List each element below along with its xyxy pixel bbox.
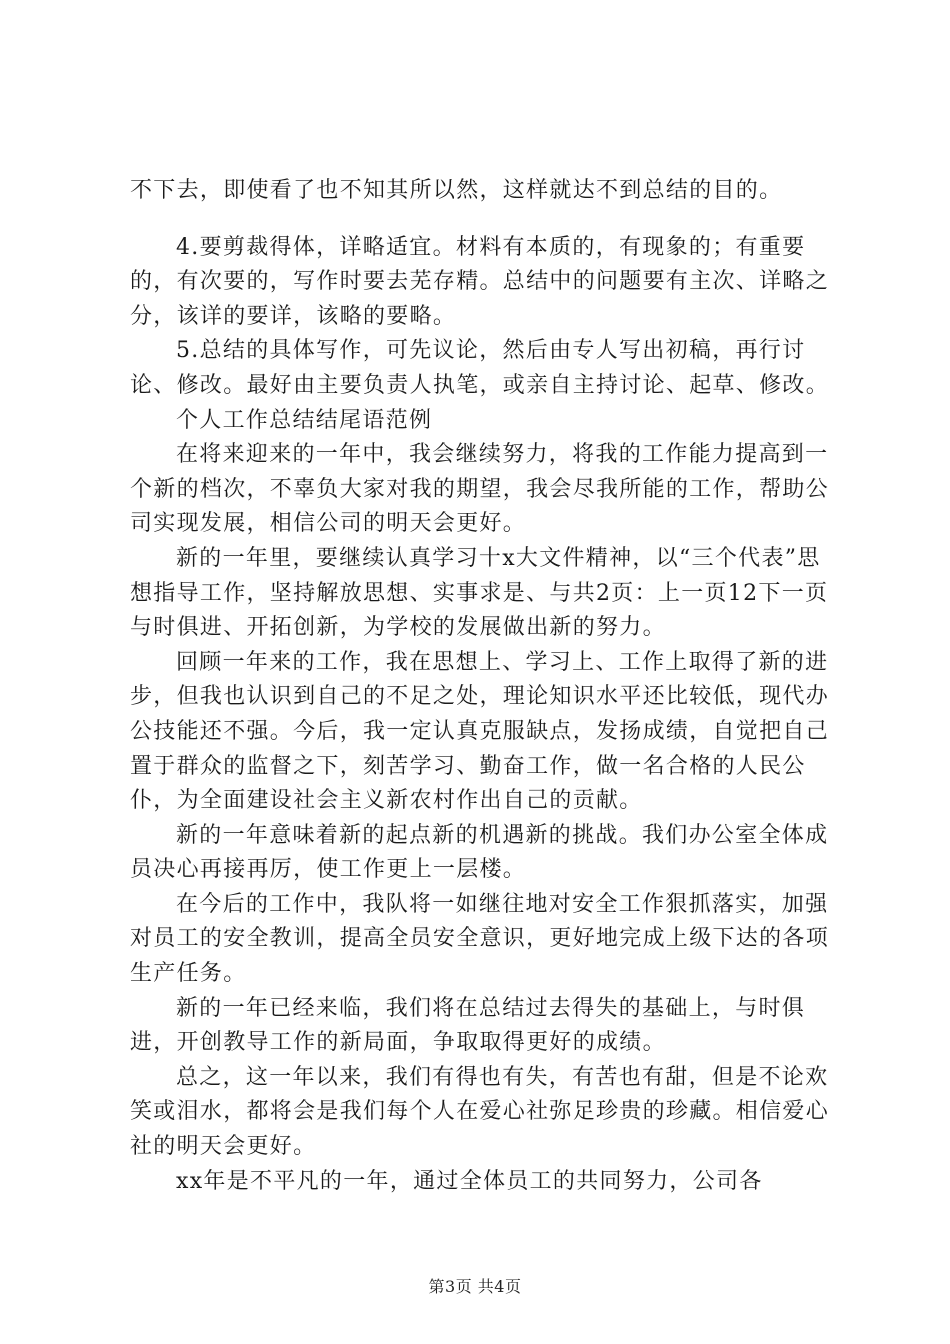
paragraph: xx年是不平凡的一年，通过全体员工的共同努力，公司各 xyxy=(176,1168,763,1194)
section-heading: 个人工作总结结尾语范例 xyxy=(176,407,433,433)
paragraph: 在将来迎来的一年中，我会继续努力，将我的工作能力提高到一个新的档次，不辜负大家对我的期望，我会尽我所能的工作，帮助公司实现发展，相信公司的明天会更好。 xyxy=(130,442,830,537)
paragraph-point-5: 5.总结的具体写作，可先议论，然后由专人写出初稿，再行讨论、修改。最好由主要负责人执笔，或亲自主持讨论、起草、修改。 xyxy=(130,338,830,398)
paragraph: 新的一年意味着新的起点新的机遇新的挑战。我们办公室全体成员决心再接再厉，使工作更上一层楼。 xyxy=(130,822,829,883)
paragraph: 新的一年里，要继续认真学习十x大文件精神，以“三个代表”思想指导工作，坚持解放思想、实事求是、与共2页：上一页12下一页与时俱进、开拓创新，为学校的发展做出新的努力。 xyxy=(130,545,829,641)
paragraph: 新的一年已经来临，我们将在总结过去得失的基础上，与时俱进，开创教导工作的新局面，争取取得更好的成绩。 xyxy=(130,995,806,1056)
document-body xyxy=(130,174,842,1199)
paragraph: 总之，这一年以来，我们有得也有失，有苦也有甜，但是不论欢笑或泪水，都将会是我们每个人在爱心社弥足珍贵的珍藏。相信爱心社的明天会更好。 xyxy=(130,1064,830,1160)
paragraph: 在今后的工作中，我队将一如继往地对安全工作狠抓落实，加强对员工的安全教训，提高全员安全意识，更好地完成上级下达的各项生产任务。 xyxy=(130,891,830,987)
paragraph-continued: 不下去，即使看了也不知其所以然，这样就达不到总结的目的。 xyxy=(130,178,783,203)
paragraph: 回顾一年来的工作，我在思想上、学习上、工作上取得了新的进步，但我也认识到自己的不足之处，理论知识水平还比较低，现代办公技能还不强。今后，我一定认真克服缺点，发扬成绩，自觉把自己置于群众的监督之下，刻苦学习、勤奋工作，做一名合格的人民公仆，为全面建设社会主义新农村作出自己的贡献。 xyxy=(130,649,830,814)
page-number-footer: 第3页 共4页 xyxy=(428,1277,522,1296)
paragraph-point-4: 4.要剪裁得体，详略适宜。材料有本质的，有现象的；有重要的，有次要的，写作时要去芜存精。总结中的问题要有主次、详略之分，该详的要详，该略的要略。 xyxy=(130,234,830,329)
